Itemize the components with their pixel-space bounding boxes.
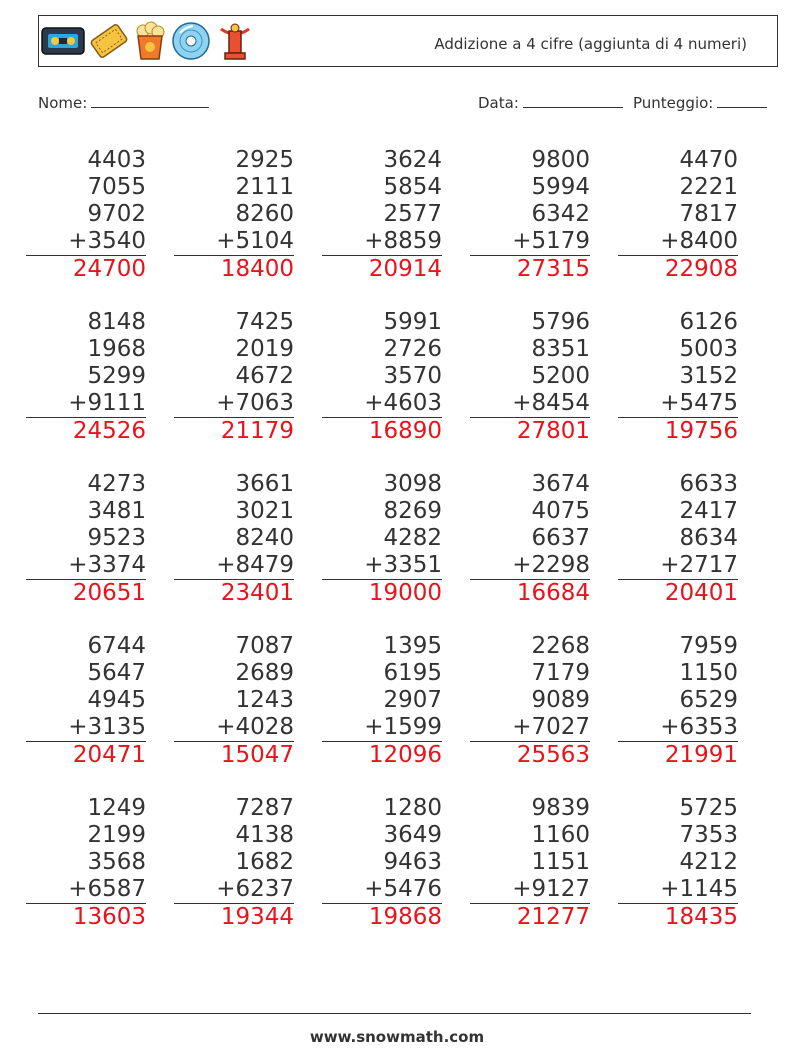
addend: 3624 [383, 147, 442, 173]
worksheet-title: Addizione a 4 cifre (aggiunta di 4 numeri) [434, 35, 747, 53]
addend: 5796 [531, 309, 590, 335]
addend: 5003 [679, 336, 738, 362]
answer[interactable]: 15047 [220, 742, 294, 768]
answer[interactable]: 19000 [368, 580, 442, 606]
addend: 9800 [531, 147, 590, 173]
addend: 4282 [383, 525, 442, 551]
addend: 6637 [531, 525, 590, 551]
last-addend: +5475 [618, 390, 738, 418]
addend: 4212 [679, 849, 738, 875]
addition-problem [470, 471, 590, 607]
last-addend: +5476 [322, 876, 442, 904]
answer[interactable]: 16684 [516, 580, 590, 606]
addend: 9463 [383, 849, 442, 875]
answer[interactable]: 20471 [72, 742, 146, 768]
answer[interactable]: 18435 [664, 904, 738, 930]
footer-divider [38, 1013, 751, 1014]
addition-problem [470, 147, 590, 283]
addend: 5854 [383, 174, 442, 200]
addend: 2199 [87, 822, 146, 848]
addend: 2417 [679, 498, 738, 524]
addend: 1249 [87, 795, 146, 821]
addition-problem [470, 309, 590, 445]
last-addend: +1145 [618, 876, 738, 904]
addend: 3674 [531, 471, 590, 497]
addend: 4075 [531, 498, 590, 524]
addend: 3568 [87, 849, 146, 875]
answer[interactable]: 19868 [368, 904, 442, 930]
addend: 1395 [383, 633, 442, 659]
addend: 9702 [87, 201, 146, 227]
addend: 5725 [679, 795, 738, 821]
answer[interactable]: 20401 [664, 580, 738, 606]
addend: 7055 [87, 174, 146, 200]
addition-problem [174, 633, 294, 769]
addend: 3661 [235, 471, 294, 497]
addend: 9523 [87, 525, 146, 551]
addend: 2726 [383, 336, 442, 362]
last-addend: +8400 [618, 228, 738, 256]
addition-problem [322, 147, 442, 283]
addition-problem [174, 147, 294, 283]
addend: 2019 [235, 336, 294, 362]
addend: 3649 [383, 822, 442, 848]
answer[interactable]: 24700 [72, 256, 146, 282]
name-field[interactable] [38, 93, 209, 112]
addition-problem [618, 633, 738, 769]
last-addend: +6237 [174, 876, 294, 904]
addition-problem [322, 795, 442, 931]
addend: 9839 [531, 795, 590, 821]
answer[interactable]: 18400 [220, 256, 294, 282]
addition-problem [618, 147, 738, 283]
addition-problem [470, 633, 590, 769]
addend: 7087 [235, 633, 294, 659]
addend: 1280 [383, 795, 442, 821]
cd-disc-icon [171, 21, 211, 61]
addend: 2577 [383, 201, 442, 227]
addend: 6529 [679, 687, 738, 713]
addend: 3570 [383, 363, 442, 389]
answer[interactable]: 27801 [516, 418, 590, 444]
addend: 5200 [531, 363, 590, 389]
addend: 1243 [235, 687, 294, 713]
answer[interactable]: 20651 [72, 580, 146, 606]
last-addend: +6587 [26, 876, 146, 904]
addend: 4138 [235, 822, 294, 848]
date-field[interactable] [478, 93, 623, 112]
addition-problem [174, 309, 294, 445]
addition-problem [618, 795, 738, 931]
addition-problem [26, 309, 146, 445]
addend: 1160 [531, 822, 590, 848]
addend: 4403 [87, 147, 146, 173]
addend: 1968 [87, 336, 146, 362]
answer[interactable]: 12096 [368, 742, 442, 768]
addend: 4945 [87, 687, 146, 713]
addition-problem [26, 795, 146, 931]
last-addend: +3351 [322, 552, 442, 580]
score-blank[interactable] [717, 93, 767, 108]
answer[interactable]: 19344 [220, 904, 294, 930]
date-blank[interactable] [523, 93, 623, 108]
addition-problem [618, 471, 738, 607]
addend: 8148 [87, 309, 146, 335]
addend: 4470 [679, 147, 738, 173]
answer[interactable]: 23401 [220, 580, 294, 606]
last-addend: +4028 [174, 714, 294, 742]
addition-problem [26, 147, 146, 283]
last-addend: +2717 [618, 552, 738, 580]
score-label: Punteggio: [633, 94, 714, 112]
addend: 6744 [87, 633, 146, 659]
addend: 3481 [87, 498, 146, 524]
addend: 4273 [87, 471, 146, 497]
answer[interactable]: 21179 [220, 418, 294, 444]
addend: 6633 [679, 471, 738, 497]
addend: 7817 [679, 201, 738, 227]
addend: 7287 [235, 795, 294, 821]
addend: 2907 [383, 687, 442, 713]
addend: 2689 [235, 660, 294, 686]
addend: 2221 [679, 174, 738, 200]
addend: 5994 [531, 174, 590, 200]
last-addend: +9111 [26, 390, 146, 418]
addend: 8351 [531, 336, 590, 362]
addition-problem [322, 309, 442, 445]
addend: 5299 [87, 363, 146, 389]
answer[interactable]: 25563 [516, 742, 590, 768]
last-addend: +7027 [470, 714, 590, 742]
addition-problem [26, 633, 146, 769]
addend: 8634 [679, 525, 738, 551]
addend: 2268 [531, 633, 590, 659]
addition-problem [322, 471, 442, 607]
answer[interactable]: 21277 [516, 904, 590, 930]
addend: 6342 [531, 201, 590, 227]
addend: 7425 [235, 309, 294, 335]
answer[interactable]: 16890 [368, 418, 442, 444]
addend: 7179 [531, 660, 590, 686]
addition-problem [322, 633, 442, 769]
last-addend: +1599 [322, 714, 442, 742]
addend: 2111 [235, 174, 294, 200]
name-label: Nome: [38, 94, 88, 112]
addend: 6195 [383, 660, 442, 686]
addend: 6126 [679, 309, 738, 335]
last-addend: +3135 [26, 714, 146, 742]
vhs-tape-icon [41, 26, 85, 56]
addend: 3021 [235, 498, 294, 524]
last-addend: +5179 [470, 228, 590, 256]
addition-problem [618, 309, 738, 445]
last-addend: +5104 [174, 228, 294, 256]
header-icons [41, 21, 255, 61]
worksheet-header [38, 15, 778, 67]
date-label: Data: [478, 94, 519, 112]
addend: 5991 [383, 309, 442, 335]
velvet-rope-stanchion-icon [215, 21, 255, 61]
addend: 1150 [679, 660, 738, 686]
addend: 1151 [531, 849, 590, 875]
addend: 3152 [679, 363, 738, 389]
score-field[interactable] [633, 93, 767, 112]
last-addend: +2298 [470, 552, 590, 580]
last-addend: +7063 [174, 390, 294, 418]
answer[interactable]: 27315 [516, 256, 590, 282]
popcorn-icon [133, 21, 167, 61]
answer[interactable]: 19756 [664, 418, 738, 444]
addition-problem [174, 795, 294, 931]
last-addend: +3374 [26, 552, 146, 580]
addend: 1682 [235, 849, 294, 875]
addend: 7353 [679, 822, 738, 848]
last-addend: +9127 [470, 876, 590, 904]
last-addend: +6353 [618, 714, 738, 742]
addend: 5647 [87, 660, 146, 686]
footer-site: www.snowmath.com [309, 1028, 485, 1046]
addend: 7959 [679, 633, 738, 659]
addend: 8269 [383, 498, 442, 524]
name-blank[interactable] [91, 93, 209, 108]
addend: 8240 [235, 525, 294, 551]
answer[interactable]: 13603 [72, 904, 146, 930]
answer[interactable]: 20914 [368, 256, 442, 282]
addition-problem [26, 471, 146, 607]
addition-problem [174, 471, 294, 607]
addend: 4672 [235, 363, 294, 389]
last-addend: +8454 [470, 390, 590, 418]
answer[interactable]: 24526 [72, 418, 146, 444]
last-addend: +4603 [322, 390, 442, 418]
addend: 3098 [383, 471, 442, 497]
addition-problem [470, 795, 590, 931]
last-addend: +8859 [322, 228, 442, 256]
answer[interactable]: 21991 [664, 742, 738, 768]
addend: 9089 [531, 687, 590, 713]
addend: 8260 [235, 201, 294, 227]
last-addend: +8479 [174, 552, 294, 580]
addend: 2925 [235, 147, 294, 173]
answer[interactable]: 22908 [664, 256, 738, 282]
cinema-ticket-icon [89, 22, 129, 60]
last-addend: +3540 [26, 228, 146, 256]
